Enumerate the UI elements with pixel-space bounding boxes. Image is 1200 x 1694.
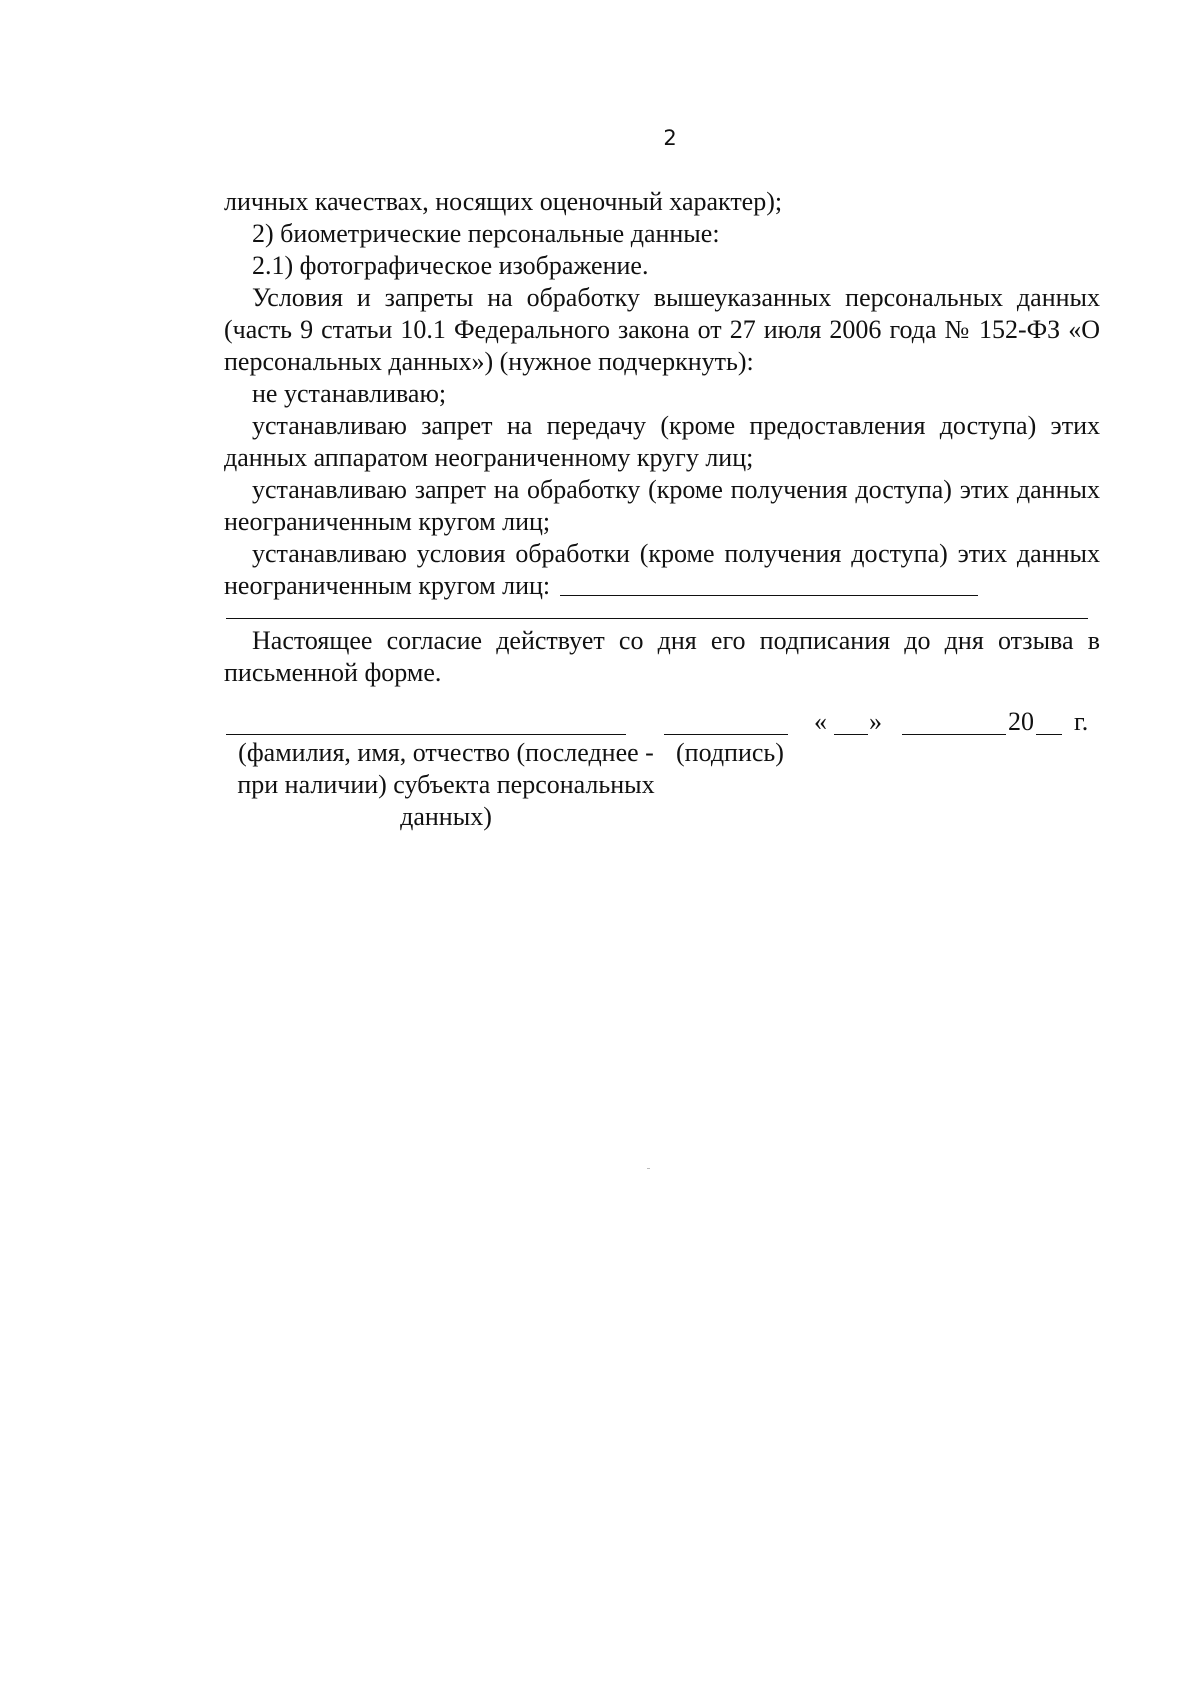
conditions-fill-line[interactable] [560,591,978,596]
date-quote-close: » [869,707,882,736]
option-processing-conditions-text: устанавливаю условия обработки (кроме получения доступа) этих данных неограниченным кругом лиц: [224,539,1100,600]
option-not-set: не устанавливаю; [252,379,447,408]
page-number: 2 [663,126,677,150]
month-fill-line[interactable] [902,734,1006,735]
day-fill-line[interactable] [834,734,868,735]
signature-caption: (подпись) [676,738,784,767]
year-prefix: 20 [1008,707,1034,736]
year-suffix: г. [1074,707,1089,736]
paragraph-validity: Настоящее согласие действует со дня его подписания до дня отзыва в письменной форме. [224,626,1100,687]
fio-caption: (фамилия, имя, отчество (последнее - при наличии) субъекта персональных данных) [237,738,655,831]
option-processing-ban: устанавливаю запрет на обработку (кроме получения доступа) этих данных неограниченным кругом лиц; [224,475,1100,536]
option-processing-conditions [224,538,1100,602]
signature-fill-line[interactable] [664,734,788,735]
paragraph-photo: 2.1) фотографическое изображение. [252,251,649,280]
year-fill-line[interactable] [1036,734,1062,735]
fio-fill-line[interactable] [226,734,626,735]
scan-speck [647,1168,650,1169]
date-quote-open: « [814,707,827,736]
paragraph-personal-qualities: личных качествах, носящих оценочный характер); [224,187,783,216]
option-transfer-ban: устанавливаю запрет на передачу (кроме предоставления доступа) этих данных аппаратом неограниченному кругу лиц; [224,411,1100,472]
paragraph-biometric-data: 2) биометрические персональные данные: [252,219,720,248]
document-body [224,186,1100,689]
conditions-fill-line-2[interactable] [226,602,1088,619]
paragraph-conditions-intro: Условия и запреты на обработку вышеуказанных персональных данных (часть 9 статьи 10.1 Федерального закона от 27 июля 2006 года № 152-ФЗ «О персональных данных») (нужное подчеркнуть): [224,283,1100,376]
